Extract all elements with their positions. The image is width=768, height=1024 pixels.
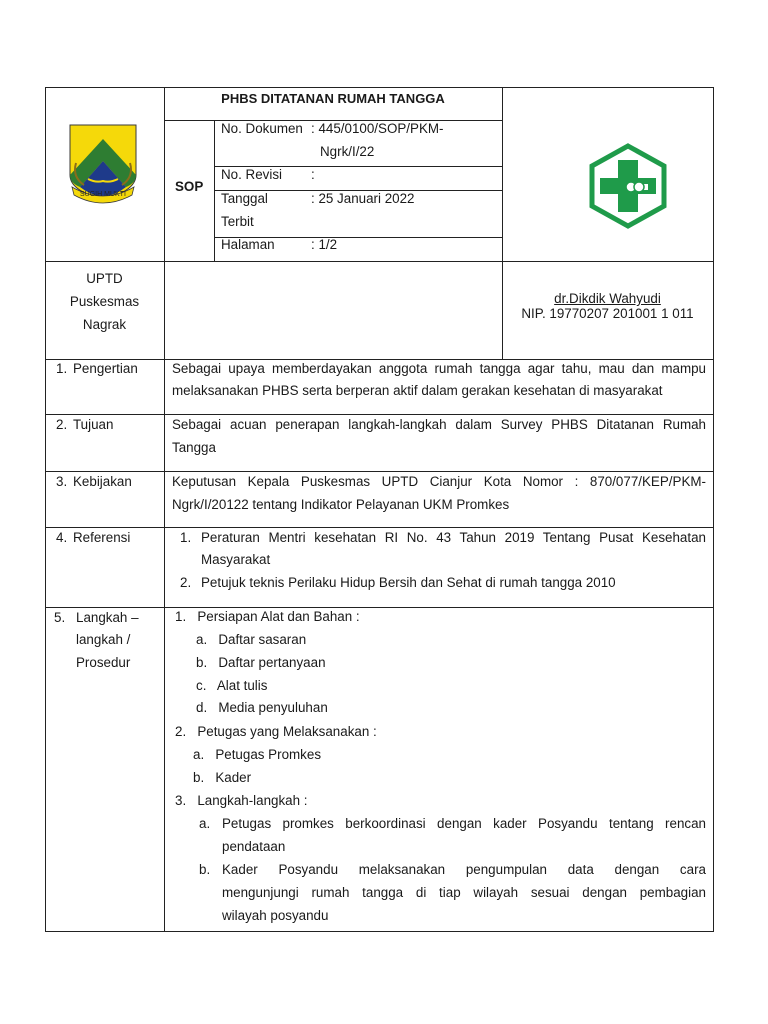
procedure-step-3: 3. Langkah-langkah : xyxy=(175,793,308,808)
section-3-label: Kebijakan xyxy=(73,474,132,489)
signer-name: dr.Dikdik Wahyudi xyxy=(554,291,661,306)
section-5-label-cont-2: Prosedur xyxy=(76,655,131,670)
section-5-label: Langkah – xyxy=(76,610,139,625)
document-title: PHBS DITATANAN RUMAH TANGGA xyxy=(221,91,445,106)
tanggal-label: Tanggal xyxy=(221,191,268,206)
halaman-value: : 1/2 xyxy=(311,237,338,252)
no-dokumen-value: : 445/0100/SOP/PKM- xyxy=(311,121,444,136)
no-revisi-value: : xyxy=(311,167,315,182)
section-3-text-cont: Ngrk/I/20122 tentang Indikator Pelayanan UKM Promkes xyxy=(172,497,510,512)
section-3-number: 3. xyxy=(56,474,68,489)
procedure-step-3b-text: Kader Posyandu melaksanakan pengumpulan data dengan cara xyxy=(222,862,706,877)
procedure-step-1b: b. Daftar pertanyaan xyxy=(196,655,326,670)
section-2-text-cont: Tangga xyxy=(172,440,216,455)
procedure-step-3a-number: a. xyxy=(199,816,211,831)
puskesmas-logo xyxy=(584,142,672,230)
tanggal-value: : 25 Januari 2022 xyxy=(311,191,415,206)
procedure-step-3b-text-cont: mengunjungi rumah tangga di tiap wilayah sesuai dengan pembagian xyxy=(222,885,706,900)
procedure-step-1: 1. Persiapan Alat dan Bahan : xyxy=(175,609,360,624)
no-revisi-label: No. Revisi xyxy=(221,167,283,182)
no-dokumen-value-cont: Ngrk/I/22 xyxy=(320,144,375,159)
org-uptd: UPTD xyxy=(86,271,123,286)
procedure-step-2b: b. Kader xyxy=(193,770,252,785)
logo-motto: SUGIH MUKTI xyxy=(80,191,126,198)
procedure-step-3a-text-cont: pendataan xyxy=(222,839,286,854)
section-1-text-cont: melaksanakan PHBS serta berperan aktif dalam gerakan kesehatan di masyarakat xyxy=(172,383,663,398)
section-5-label-cont-1: langkah / xyxy=(76,632,131,647)
procedure-step-3b-number: b. xyxy=(199,862,211,877)
org-puskesmas: Puskesmas xyxy=(69,294,140,309)
section-2-label: Tujuan xyxy=(73,417,114,432)
section-2-number: 2. xyxy=(56,417,68,432)
procedure-step-2a: a. Petugas Promkes xyxy=(193,747,322,762)
tanggal-label-cont: Terbit xyxy=(221,214,254,229)
procedure-step-1a: a. Daftar sasaran xyxy=(196,632,307,647)
org-nagrak: Nagrak xyxy=(82,317,127,332)
signer-nip: NIP. 19770207 201001 1 011 xyxy=(521,306,694,321)
reference-1-text: Peraturan Mentri kesehatan RI No. 43 Tahun 2019 Tentang Pusat Kesehatan xyxy=(201,530,706,545)
procedure-step-1d: d. Media penyuluhan xyxy=(196,700,328,715)
section-1-label: Pengertian xyxy=(73,361,138,376)
procedure-step-2: 2. Petugas yang Melaksanakan : xyxy=(175,724,377,739)
section-4-label: Referensi xyxy=(73,530,131,545)
section-1-number: 1. xyxy=(56,361,68,376)
procedure-step-1c: c. Alat tulis xyxy=(196,678,268,693)
procedure-step-3a-text: Petugas promkes berkoordinasi dengan kader Posyandu tentang rencan xyxy=(222,816,706,831)
sop-label: SOP xyxy=(175,179,204,194)
reference-1-text-cont: Masyarakat xyxy=(201,552,271,567)
no-dokumen-label: No. Dokumen xyxy=(221,121,303,136)
reference-2-number: 2. xyxy=(180,575,192,590)
section-2-text: Sebagai acuan penerapan langkah-langkah dalam Survey PHBS Ditatanan Rumah xyxy=(172,417,706,432)
procedure-step-3b-text-cont-2: wilayah posyandu xyxy=(222,908,329,923)
reference-2-text: Petujuk teknis Perilaku Hidup Bersih dan Sehat di rumah tangga 2010 xyxy=(201,575,616,590)
halaman-label: Halaman xyxy=(221,237,275,252)
section-1-text: Sebagai upaya memberdayakan anggota rumah tangga agar tahu, mau dan mampu xyxy=(172,361,706,376)
reference-1-number: 1. xyxy=(180,530,192,545)
section-4-number: 4. xyxy=(56,530,68,545)
section-5-number: 5. xyxy=(54,610,66,625)
section-3-text: Keputusan Kepala Puskesmas UPTD Cianjur Kota Nomor : 870/077/KEP/PKM- xyxy=(172,474,706,489)
